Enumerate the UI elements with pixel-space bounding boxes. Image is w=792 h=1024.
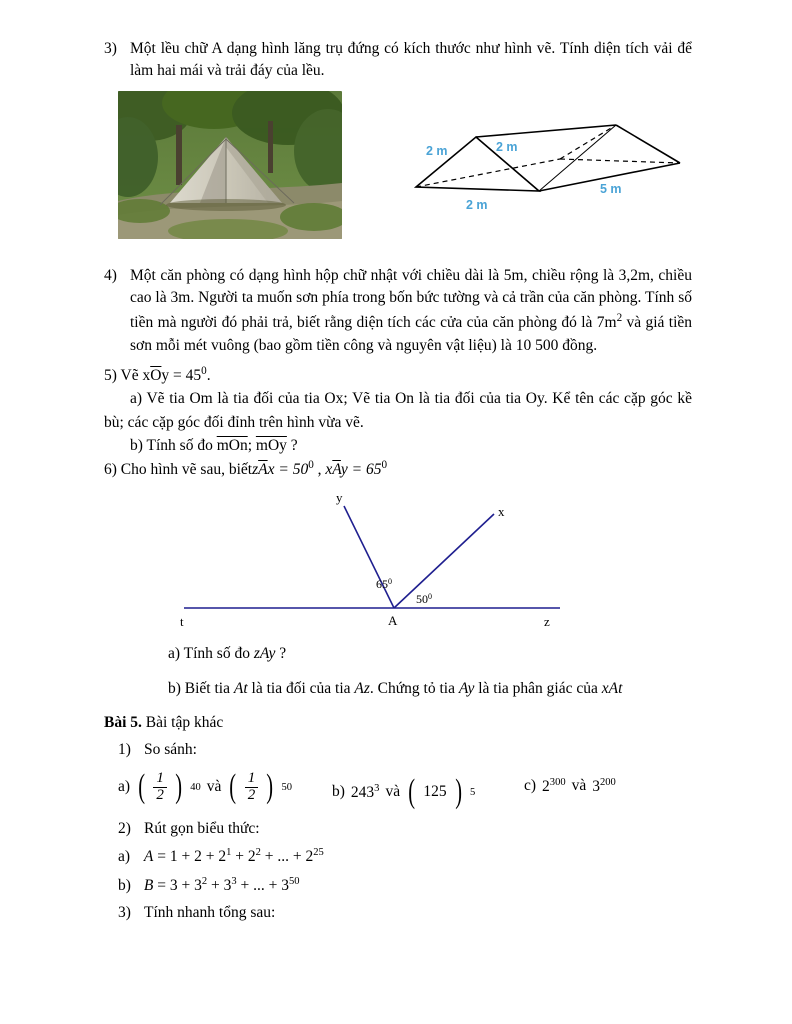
expr-a-s1: 1 [226,846,232,858]
compare-c-expr1 [542,777,566,796]
bai5-item-3-text: Tính nhanh tổng sau: [144,903,276,921]
compare-a-exp2: 50 [281,781,293,793]
compare-c-label: c) [524,777,537,795]
fraction-2-denominator: 2 [245,787,259,804]
question-3-text: Một lều chữ A dạng hình lăng trụ đứng có kích thước như hình vẽ. Tính diện tích vải để làm hai mái và trải đáy của lều. [130,40,692,80]
bai5-title [104,714,692,732]
expr-b-s1: 2 [201,875,208,887]
expr-b-s2: 3 [231,875,237,887]
compare-a-label: a) [118,778,131,796]
question-3-figures [104,91,692,259]
question-4-text [130,265,692,357]
expr-b-eq: = 3 + 3 [153,877,202,895]
expr-b-lhs: B [143,877,154,895]
question-4-sup: 2 [616,311,623,324]
question-6-lead [104,457,692,481]
compare-b [332,772,476,810]
bai5-item-1 [104,738,692,763]
angle-diagram [104,488,692,638]
compare-b-expr [351,783,380,802]
angle-label-A: A [388,612,398,628]
angle-label-z: z [544,613,550,629]
q5b-pre: b) Tính số đo [130,436,217,454]
expr-b-s3: 50 [288,875,300,887]
question-3-number: 3) [104,40,117,57]
expr-a-s2: 2 [255,846,261,858]
fraction-1-numerator: 1 [156,769,164,786]
question-6b [104,677,692,700]
bai5-label: Bài 5. [104,714,142,732]
bai5-item-3-num: 3) [118,903,131,921]
compare-a-exp1: 40 [190,781,201,793]
compare-c-base2: 3 [592,777,600,795]
angle-value-50: $50^0$ [416,591,432,606]
prism-diagram [404,101,694,231]
compare-c [524,777,616,796]
compare-a [118,767,293,805]
prism-label-left: 2 m [426,143,448,158]
tent-photo [118,91,342,239]
compare-b-sup1: 3 [374,782,380,794]
paren-open-1: ( [138,767,146,805]
q6-sep: , [313,461,326,479]
angle-label-y: y [336,489,343,505]
q6-e1-post: x = 50 [267,461,309,479]
compare-b-base1: 243 [350,783,375,801]
compare-a-mid: và [206,778,222,796]
compare-c-base1: 2 [542,777,550,795]
q5b-mid: ; [247,436,256,454]
bai5-item-1-text: So sánh: [144,741,197,759]
compare-c-sup2: 200 [599,776,616,788]
question-5a: a) Vẽ tia Om là tia đối của tia Ox; Vẽ tia On là tia đối của tia Oy. Kể tên các cặp góc kề bù; các cặp góc đối đỉnh trên hình vừa vẽ. [104,390,692,431]
q6b-e3: Ay [458,679,475,697]
compare-c-expr2 [592,777,616,796]
paren-open-3: ( [408,772,416,810]
q6-e2-mid: $\overline{A}$ [332,461,341,479]
q6b-m2: . Chứng tỏ tia [369,679,459,697]
bai5-item-2 [104,817,692,842]
angle-value-65: $65^0$ [376,576,392,591]
question-3 [104,38,692,83]
q6b-m1: là tia đối của tia [247,679,355,697]
expr-b-p2: + 3 [207,877,232,895]
q6-e1-sup: 0 [308,459,314,472]
question-4-main: Một căn phòng có dạng hình hộp chữ nhật với chiều dài là 5m, chiều rộng là 3,2m, chiều cao là 3m. Người ta muốn sơn phía trong bốn bức tường và cả trần của căn phòng. Tính số tiền mà người đó phải trả, biết rằng diện tích các cửa của căn phòng đó là 7m [130,266,692,332]
q6a-pre: a) Tính số đo [168,644,254,662]
expr-b-label: b) [118,877,131,895]
q5-post: y = 45 [161,367,202,385]
expr-b-row [104,871,692,900]
compare-b-label: b) [332,783,345,801]
q6-e2-pre: x [325,461,333,479]
fraction-1-denominator: 2 [153,787,167,804]
paren-open-2: ( [229,767,237,805]
prism-label-bottom: 2 m [466,197,488,212]
compare-row [104,765,692,817]
q6-lead: 6) Cho hình vẽ sau, biết [104,461,253,479]
expr-a-label: a) [118,847,131,865]
expr-a-row [104,842,692,871]
document-content [104,38,692,925]
q6b-e1: At [233,679,248,697]
expr-a-p2: + 2 [231,847,256,865]
question-4-number: 4) [104,266,117,284]
q6b-e2: Az [354,679,370,697]
q6-e1-mid: $\overline{A}$ [258,461,268,479]
q6a-end: ? [275,644,287,662]
bai5-item-3 [104,901,692,926]
question-5-line1 [104,363,692,387]
compare-c-mid: và [571,777,587,795]
q6b-e4: xAt [601,679,623,697]
q6b-m3: là tia phân giác của [474,679,602,697]
angle-label-t: t [180,613,184,629]
q5b-end: ? [286,436,298,454]
compare-c-sup1: 300 [549,776,566,788]
question-5b [104,434,692,457]
paren-close-1: ) [175,767,182,805]
q5-overline: $\overline{O}$ [150,367,162,385]
fraction-2-numerator: 1 [247,769,256,786]
question-6a [104,642,692,665]
compare-b-base2: 125 [423,783,447,801]
q6-e1-pre: z [252,461,259,479]
fraction-2 [245,771,259,804]
compare-b-mid: và [385,783,401,801]
bai5-title-text: Bài tập khác [141,714,224,732]
q5b-angle2: $\overline{mOy}$ [255,436,287,454]
expr-b-p3: + ... + 3 [236,877,289,895]
q6b-pre: b) Biết tia [168,679,234,697]
q5-end: . [206,367,211,385]
expr-a-eq: = 1 + 2 + 2 [153,847,227,865]
fraction-1 [153,771,167,804]
expr-a-lhs: A [143,847,154,865]
q5b-angle1: $\overline{mOn}$ [216,436,248,454]
angle-label-x: x [498,503,505,519]
expr-a-s3: 25 [313,846,324,858]
bai5-item-2-num: 2) [118,819,131,837]
question-4 [104,265,692,357]
q5-pre: 5) Vẽ x [104,367,151,385]
question-4-tail: và giá tiền sơn mỗi mét vuông (bao gồm tiền công và nguyên vật liệu) là 10 500 đồng. [130,314,693,354]
prism-label-mid: 2 m [496,139,518,154]
prism-label-right: 5 m [600,181,622,196]
compare-b-sup2: 5 [469,786,476,798]
expr-a-p3: + ... + 2 [260,847,314,865]
bai5-item-1-num: 1) [118,741,131,759]
bai5-item-2-text: Rút gọn biểu thức: [144,819,260,837]
q6-e2-sup: 0 [381,459,388,472]
q6-e2-post: y = 65 [340,461,382,479]
paren-close-3: ) [454,772,462,810]
paren-close-2: ) [266,767,274,805]
q6a-expr: zAy [253,644,276,662]
q5-sup: 0 [201,364,207,377]
